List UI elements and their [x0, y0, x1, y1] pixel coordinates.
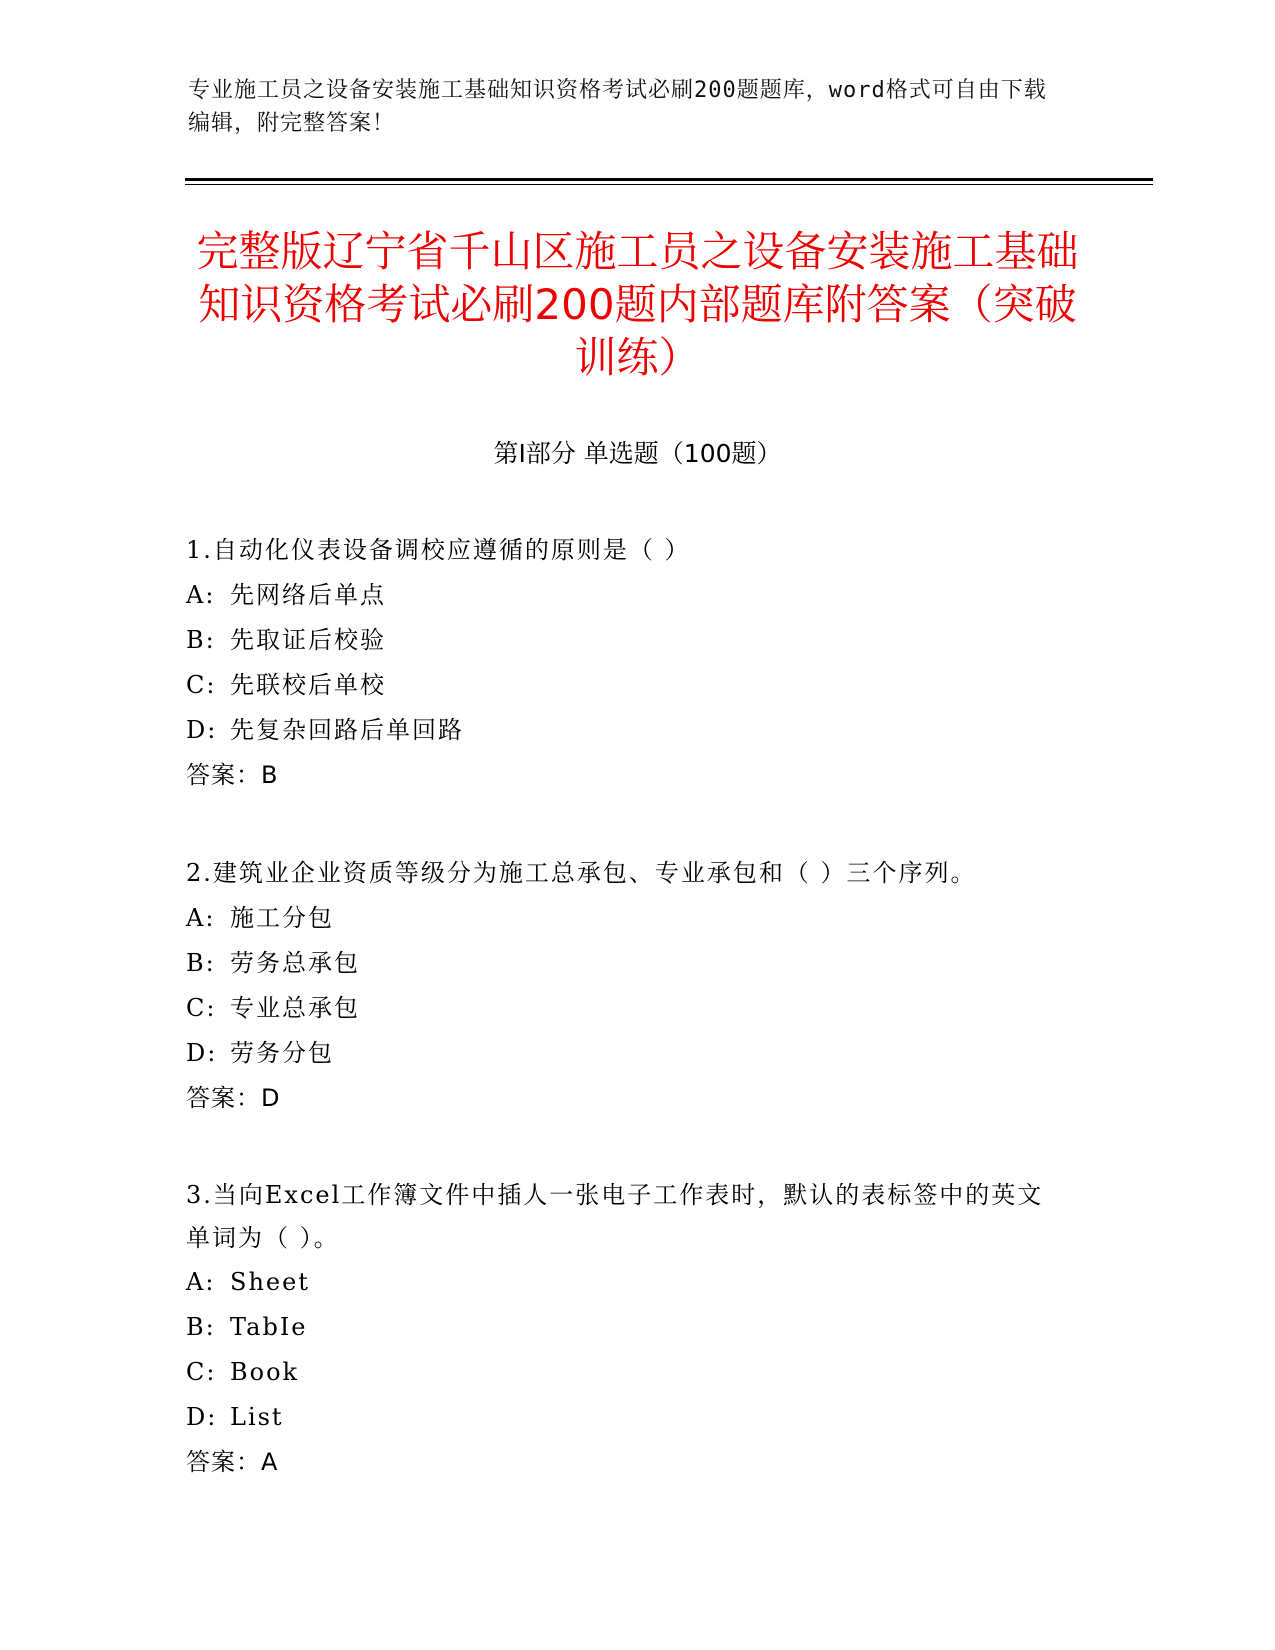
option-text: 劳务分包 — [230, 1039, 334, 1067]
option-text: 先联校后单校 — [230, 671, 386, 699]
option-a — [186, 1260, 1066, 1305]
option-key: A: — [186, 904, 216, 932]
option-c — [186, 986, 1066, 1031]
question-stem: 2.建筑业企业资质等级分为施工总承包、专业承包和（ ）三个序列。 — [186, 859, 977, 887]
option-a — [186, 896, 1066, 941]
option-d — [186, 708, 1066, 753]
option-text: 先取证后校验 — [230, 626, 386, 654]
option-text: Sheet — [230, 1268, 310, 1296]
option-d — [186, 1031, 1066, 1076]
header-note: 专业施工员之设备安装施工基础知识资格考试必刷200题题库，word格式可自由下载编辑，附完整答案！ — [188, 78, 1047, 136]
document-title: 完整版辽宁省千山区施工员之设备安装施工基础知识资格考试必刷200题内部题库附答案（突破训练） — [196, 227, 1079, 382]
option-key: A: — [186, 581, 216, 609]
header-rule-thin — [185, 184, 1153, 185]
option-text: 施工分包 — [230, 904, 334, 932]
option-text: 先网络后单点 — [230, 581, 386, 609]
question-spacer — [186, 1121, 1066, 1174]
option-b — [186, 618, 1066, 663]
option-key: B: — [186, 626, 216, 654]
option-key: D: — [186, 1403, 218, 1431]
option-b — [186, 1305, 1066, 1350]
question-spacer — [186, 798, 1066, 851]
option-d — [186, 1395, 1066, 1440]
option-text: TabIe — [230, 1313, 308, 1341]
option-key: A: — [186, 1268, 216, 1296]
option-c — [186, 1350, 1066, 1395]
answer-line: 答案：A — [186, 1448, 279, 1476]
header-rule-thick — [185, 178, 1153, 181]
answer-line: 答案：B — [186, 761, 279, 789]
option-key: B: — [186, 1313, 216, 1341]
answer-line: 答案：D — [186, 1084, 281, 1112]
question-1 — [186, 528, 1066, 798]
option-c — [186, 663, 1066, 708]
question-3 — [186, 1174, 1066, 1485]
option-a — [186, 573, 1066, 618]
question-stem: 1.自动化仪表设备调校应遵循的原则是（ ） — [186, 536, 691, 564]
option-key: C: — [186, 1358, 217, 1386]
question-2 — [186, 851, 1066, 1121]
option-text: 专业总承包 — [230, 994, 360, 1022]
option-key: D: — [186, 716, 218, 744]
option-key: C: — [186, 671, 217, 699]
option-b — [186, 941, 1066, 986]
section-title: 第Ⅰ部分 单选题（100题） — [493, 439, 782, 468]
option-text: List — [230, 1403, 284, 1431]
question-stem: 3.当向Excel工作簿文件中插人一张电子工作表时，默认的表标签中的英文单词为（ ）。 — [186, 1181, 1044, 1252]
option-key: C: — [186, 994, 217, 1022]
option-text: 先复杂回路后单回路 — [230, 716, 464, 744]
option-text: 劳务总承包 — [230, 949, 360, 977]
option-key: B: — [186, 949, 216, 977]
option-key: D: — [186, 1039, 218, 1067]
option-text: Book — [230, 1358, 300, 1386]
question-list — [186, 528, 1066, 1485]
